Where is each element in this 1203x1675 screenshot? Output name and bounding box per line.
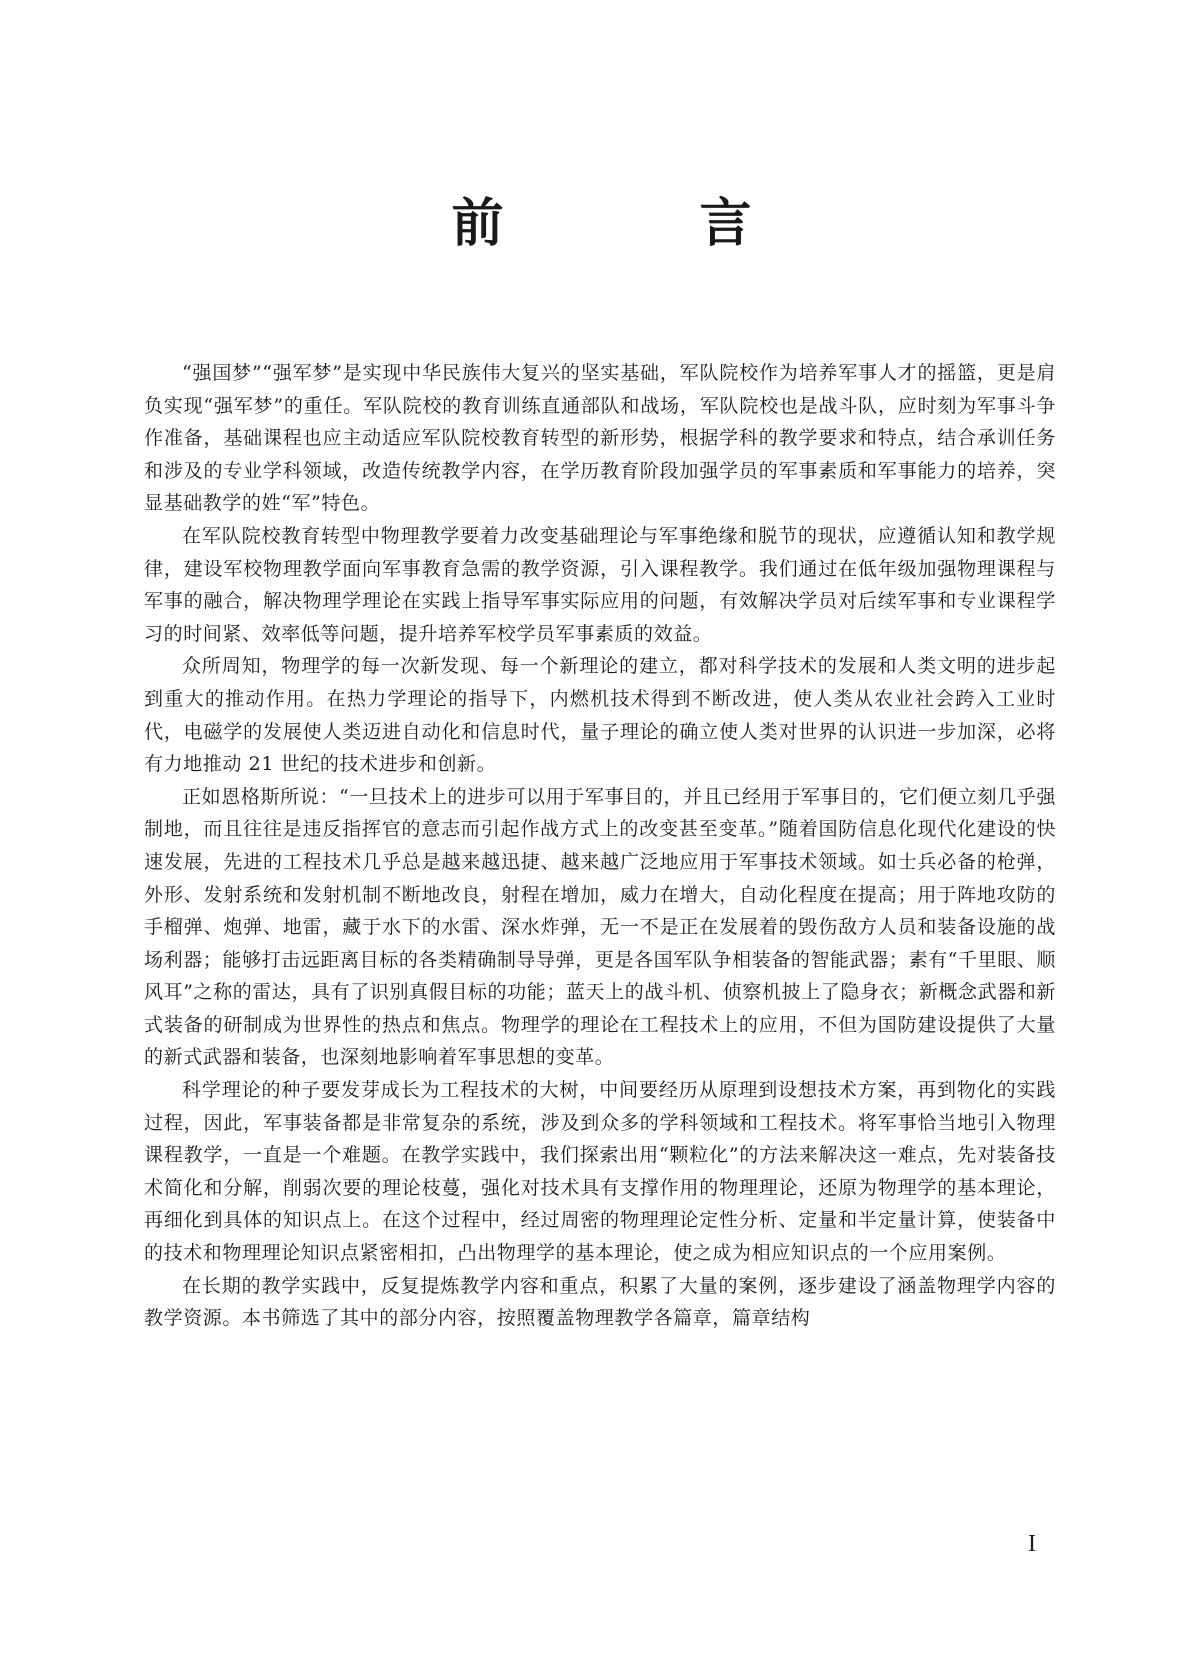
body-text [144, 357, 1056, 1335]
paragraph: 科学理论的种子要发芽成长为工程技术的大树，中间要经历从原理到设想技术方案，再到物化的实践过程，因此，军事装备都是非常复杂的系统，涉及到众多的学科领域和工程技术。将军事恰当地引入物理课程教学，一直是一个难题。在教学实践中，我们探索出用“颗粒化”的方法来解决这一难点，先对装备技术简化和分解，削弱次要的理论枝蔓，强化对技术具有支撑作用的物理理论，还原为物理学的基本理论，再细化到具体的知识点上。在这个过程中，经过周密的物理理论定性分析、定量和半定量计算，使装备中的技术和物理理论知识点紧密相扣，凸出物理学的基本理论，使之成为相应知识点的一个应用案例。 [144, 1079, 1056, 1265]
page-title: 前 言 [451, 194, 824, 254]
paragraph: 在军队院校教育转型中物理教学要着力改变基础理论与军事绝缘和脱节的现状，应遵循认知和教学规律，建设军校物理教学面向军事教育急需的教学资源，引入课程教学。我们通过在低年级加强物理课程与军事的融合，解决物理学理论在实践上指导军事实际应用的问题，有效解决学员对后续军事和专业课程学习的时间紧、效率低等问题，提升培养军校学员军事素质的效益。 [144, 524, 1056, 645]
paragraph: “强国梦”“强军梦”是实现中华民族伟大复兴的坚实基础，军队院校作为培养军事人才的摇篮，更是肩负实现“强军梦”的重任。军队院校的教育训练直通部队和战场，军队院校也是战斗队，应时刻为军事斗争作准备，基础课程也应主动适应军队院校教育转型的新形势，根据学科的教学要求和特点，结合承训任务和涉及的专业学科领域，改造传统教学内容，在学历教育阶段加强学员的军事素质和军事能力的培养，突显基础教学的姓“军”特色。 [144, 362, 1056, 515]
paragraph: 在长期的教学实践中，反复提炼教学内容和重点，积累了大量的案例，逐步建设了涵盖物理学内容的教学资源。本书筛选了其中的部分内容，按照覆盖物理教学各篇章，篇章结构 [144, 1274, 1056, 1330]
page-number: I [1028, 1531, 1036, 1557]
paragraph: 正如恩格斯所说：“一旦技术上的进步可以用于军事目的，并且已经用于军事目的，它们便立刻几乎强制地，而且往往是违反指挥官的意志而引起作战方式上的改变甚至变革。”随着国防信息化现代化建设的快速发展，先进的工程技术几乎总是越来越迅捷、越来越广泛地应用于军事技术领域。如士兵必备的枪弹，外形、发射系统和发射机制不断地改良，射程在增加，威力在增大，自动化程度在提高；用于阵地攻防的手榴弹、炮弹、地雷，藏于水下的水雷、深水炸弹，无一不是正在发展着的毁伤敌方人员和装备设施的战场利器；能够打击远距离目标的各类精确制导导弹，更是各国军队争相装备的智能武器；素有“千里眼、顺风耳”之称的雷达，具有了识别真假目标的功能；蓝天上的战斗机、侦察机披上了隐身衣；新概念武器和新式装备的研制成为世界性的热点和焦点。物理学的理论在工程技术上的应用，不但为国防建设提供了大量的新式武器和装备，也深刻地影响着军事思想的变革。 [144, 785, 1056, 1069]
paragraph: 众所周知，物理学的每一次新发现、每一个新理论的建立，都对科学技术的发展和人类文明的进步起到重大的推动作用。在热力学理论的指导下，内燃机技术得到不断改进，使人类从农业社会跨入工业时代，电磁学的发展使人类迈进自动化和信息时代，量子理论的确立使人类对世界的认识进一步加深，必将有力地推动 21 世纪的技术进步和创新。 [144, 655, 1056, 776]
